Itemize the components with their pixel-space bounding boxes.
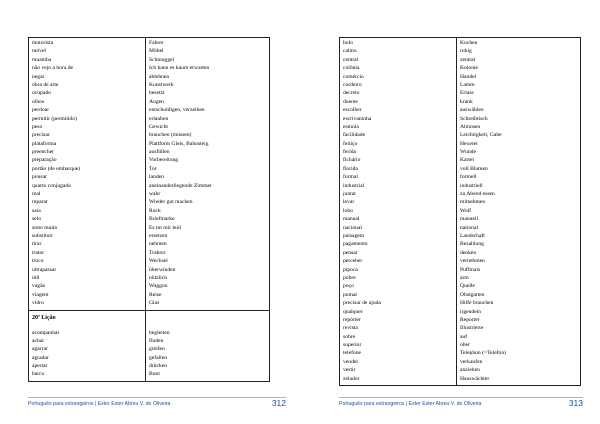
- portuguese-word: ferida: [343, 149, 357, 156]
- german-word: erlauben: [149, 115, 169, 122]
- portuguese-word: pobre: [343, 274, 356, 281]
- german-word: Puffmais: [460, 266, 481, 273]
- footer-text: Português para estrangeiros | Ester Ester Abreu V. de Oliveira: [28, 401, 171, 407]
- german-word: brauchen (müssen): [149, 132, 192, 139]
- german-word-list: [149, 329, 266, 379]
- portuguese-word: juntar: [343, 191, 357, 198]
- portuguese-word: pagamento: [343, 241, 368, 248]
- german-word: auf: [460, 333, 468, 340]
- portuguese-word: vidro: [32, 300, 44, 307]
- german-word: zu Abend essen: [460, 191, 495, 198]
- portuguese-word: pensar: [343, 249, 358, 256]
- german-word: krank: [460, 98, 473, 105]
- portuguese-word: feitiço: [343, 140, 358, 147]
- portuguese-word: negar: [32, 73, 45, 80]
- vocabulary-table-left: [28, 37, 270, 382]
- portuguese-word: apertar: [32, 363, 48, 370]
- footer-rule: [339, 397, 583, 398]
- portuguese-word: qualquer: [343, 308, 363, 315]
- page-number: 312: [271, 398, 286, 408]
- german-word: Tor: [149, 165, 157, 172]
- vocabulary-block: [29, 38, 270, 311]
- portuguese-word: reparar: [32, 199, 48, 206]
- german-word: nehmen: [149, 241, 167, 248]
- portuguese-word: real: [32, 191, 41, 198]
- german-word: Obstgarten: [460, 291, 485, 298]
- german-word: denken: [460, 249, 477, 256]
- german-word: formell: [460, 174, 477, 181]
- portuguese-word-list: [32, 39, 142, 308]
- german-word: Telephon (=Telefon): [460, 350, 507, 357]
- german-word: Hilfe brauchen: [460, 300, 494, 307]
- german-word: drücken: [149, 363, 168, 370]
- german-word: Kolonie: [460, 65, 479, 72]
- portuguese-word-list: [32, 329, 142, 379]
- vocabulary-table-right: [339, 37, 581, 386]
- portuguese-word: revista: [343, 325, 358, 332]
- german-word: landen: [149, 174, 164, 181]
- german-word: ober: [460, 342, 470, 349]
- portuguese-word: precisar de ajuda: [343, 300, 381, 307]
- german-word: industriell: [460, 182, 483, 189]
- vocabulary-block: [340, 38, 581, 386]
- german-word: Wunde: [460, 149, 476, 156]
- portuguese-word: facilidade: [343, 132, 366, 139]
- german-word: vernehmen: [460, 258, 485, 265]
- german-word: Augen: [149, 98, 164, 105]
- portuguese-word: repórter: [343, 316, 361, 323]
- german-word: ausfüllen: [149, 149, 170, 156]
- portuguese-word: zelador: [343, 375, 360, 382]
- german-word: voll Blumen: [460, 165, 488, 172]
- german-word: Wechsel: [149, 258, 168, 265]
- portuguese-word: escolher: [343, 107, 362, 114]
- german-word: Illustrierte: [460, 325, 484, 332]
- portuguese-word: móvel: [32, 48, 46, 55]
- german-word: aneinanderliegende Zimmer: [149, 182, 212, 189]
- german-column: [146, 38, 270, 311]
- german-word: Reise: [149, 291, 162, 298]
- german-word: Es tut mir leid: [149, 224, 181, 231]
- portuguese-word: pousar: [32, 174, 47, 181]
- german-word: Briefmarke: [149, 216, 175, 223]
- german-column: [146, 310, 270, 381]
- portuguese-word: manual: [343, 216, 360, 223]
- portuguese-word: tirar: [32, 241, 42, 248]
- german-word: Schreibtisch: [460, 115, 488, 122]
- portuguese-word: selo: [32, 216, 42, 223]
- portuguese-word: formal: [343, 174, 358, 181]
- portuguese-word: escrivaninha: [343, 115, 372, 122]
- portuguese-word: sinto muito: [32, 224, 58, 231]
- german-word: Möbel: [149, 48, 164, 55]
- portuguese-column: [29, 38, 146, 311]
- german-word: Boot: [149, 371, 160, 378]
- portuguese-word: não vejo a hora de: [32, 65, 74, 72]
- portuguese-word: barco: [32, 371, 45, 378]
- german-word: Waggon: [149, 283, 168, 290]
- german-word: Wieder gut machen: [149, 199, 193, 206]
- portuguese-word: doente: [343, 98, 358, 105]
- portuguese-word: florida: [343, 165, 358, 172]
- portuguese-word: levar: [343, 199, 355, 206]
- portuguese-word: agarrar: [32, 346, 48, 353]
- german-word: verkaufen: [460, 358, 483, 365]
- german-word: überwinden: [149, 266, 176, 273]
- german-word: zentral: [460, 56, 476, 63]
- portuguese-word: lobo: [343, 207, 353, 214]
- german-word: Erlass: [460, 90, 474, 97]
- portuguese-word: ultrapassar: [32, 266, 57, 273]
- page-number: 313: [568, 398, 583, 408]
- german-word: Gewicht: [149, 123, 168, 130]
- german-word: irgendein: [460, 308, 482, 315]
- portuguese-word: comércio: [343, 73, 364, 80]
- portuguese-word: poço: [343, 283, 354, 290]
- portuguese-word: saia: [32, 207, 41, 214]
- portuguese-word: esmola: [343, 123, 359, 130]
- german-word: Reporter: [460, 316, 480, 323]
- german-word: arm: [460, 274, 469, 281]
- portuguese-word: vestir: [343, 367, 356, 374]
- german-word-list: [460, 39, 577, 383]
- portuguese-word: pipoca: [343, 266, 358, 273]
- footer-left: [28, 397, 286, 409]
- portuguese-word: superior: [343, 342, 362, 349]
- portuguese-word: industrial: [343, 182, 365, 189]
- portuguese-word: calmo: [343, 48, 357, 55]
- portuguese-word: peso: [32, 123, 43, 130]
- portuguese-word: acompanhar: [32, 329, 60, 336]
- german-word: Landschaft: [460, 232, 485, 239]
- portuguese-word: permitir (permitido): [32, 115, 77, 122]
- portuguese-word: bolo: [343, 40, 353, 46]
- portuguese-word: decreto: [343, 90, 360, 97]
- portuguese-word: plataforma: [32, 140, 57, 147]
- portuguese-word: útil: [32, 274, 40, 281]
- footer-text: Português para estrangeiros | Ester Ester Abreu V. de Oliveira: [339, 401, 482, 407]
- german-word-list: [149, 39, 266, 308]
- portuguese-word: telefone: [343, 350, 362, 357]
- german-word: besetzt: [149, 90, 165, 97]
- lesson-spacer: [149, 312, 266, 329]
- portuguese-word: motorista: [32, 40, 54, 46]
- german-word: mitnehmen: [460, 199, 486, 206]
- german-word: Plattform Gleis, Bahnsteig: [149, 140, 209, 147]
- german-word: Bezahlung: [460, 241, 484, 248]
- portuguese-word: muamba: [32, 56, 52, 63]
- german-word: Schmuggel: [149, 56, 175, 63]
- german-word: Wolf: [460, 207, 472, 214]
- portuguese-word: fichário: [343, 157, 361, 164]
- german-word: Kunstwerk: [149, 81, 174, 88]
- portuguese-word: paisagem: [343, 232, 365, 239]
- portuguese-word: substituir: [32, 232, 53, 239]
- portuguese-word: preparação: [32, 157, 57, 164]
- german-word: finden: [149, 337, 164, 344]
- german-word: begleiten: [149, 329, 170, 336]
- german-word: Rock: [149, 207, 161, 214]
- german-word: Hauswächter: [460, 375, 490, 382]
- portuguese-word: precisar: [32, 132, 50, 139]
- german-word: Lamm: [460, 81, 475, 88]
- portuguese-word: viagem: [32, 291, 49, 298]
- german-column: [457, 38, 581, 386]
- german-word: Fahrer: [149, 40, 164, 46]
- portuguese-word: nacional: [343, 224, 362, 231]
- portuguese-word: quarto conjugado: [32, 182, 71, 189]
- german-word: ablehnen: [149, 73, 170, 80]
- german-word: Almosen: [460, 123, 481, 130]
- portuguese-word: vagão: [32, 283, 46, 290]
- german-word: Kuchen: [460, 40, 478, 46]
- german-word: Leichtigkeit, Gabe: [460, 132, 502, 139]
- portuguese-word: colônia: [343, 65, 360, 72]
- german-word: anziehen: [460, 367, 480, 374]
- portuguese-word: achar: [32, 337, 45, 344]
- portuguese-word: cordeiro: [343, 81, 362, 88]
- german-word: ersetzen: [149, 232, 168, 239]
- german-word: national: [460, 224, 479, 231]
- german-word: nützlich: [149, 274, 168, 281]
- german-word: Handel: [460, 73, 477, 80]
- footer-right: [339, 397, 583, 409]
- german-word: greifen: [149, 346, 165, 353]
- portuguese-word: pomar: [343, 291, 358, 298]
- portuguese-word: portão (de embarque): [32, 165, 81, 172]
- portuguese-word: sobre: [343, 333, 356, 340]
- portuguese-word: ocupado: [32, 90, 51, 97]
- german-word: Hexerei: [460, 140, 478, 147]
- portuguese-word-list: [343, 39, 453, 383]
- german-word: Kartei: [460, 157, 474, 164]
- portuguese-word: central: [343, 56, 359, 63]
- german-word: Glas: [149, 300, 160, 307]
- german-word: entschuldigen, verzeihen: [149, 107, 205, 114]
- portuguese-word: perceber: [343, 258, 363, 265]
- german-word: auswählen: [460, 107, 484, 114]
- german-word: gefallen: [149, 354, 168, 361]
- german-word: manuell: [460, 216, 479, 223]
- german-word: Vorbereitung: [149, 157, 179, 164]
- german-word: Ich kann es kaum erwarten: [149, 65, 210, 72]
- portuguese-word: vender: [343, 358, 359, 365]
- portuguese-word: troco: [32, 258, 44, 265]
- german-word: Quelle: [460, 283, 475, 290]
- lesson-title: 20ª Lição: [32, 314, 56, 321]
- portuguese-word: obra de arte: [32, 81, 59, 88]
- portuguese-word: perdoar: [32, 107, 50, 114]
- portuguese-column: [29, 310, 146, 381]
- footer-rule: [28, 397, 286, 398]
- portuguese-column: [340, 38, 457, 386]
- portuguese-word: agradar: [32, 354, 49, 361]
- portuguese-word: trator: [32, 249, 45, 256]
- german-word: ruhig: [460, 48, 472, 55]
- portuguese-word: olhos: [32, 98, 45, 105]
- lesson-block: [29, 310, 270, 381]
- german-word: wahr: [149, 191, 161, 198]
- portuguese-word: preencher: [32, 149, 55, 156]
- german-word: Traktor: [149, 249, 166, 256]
